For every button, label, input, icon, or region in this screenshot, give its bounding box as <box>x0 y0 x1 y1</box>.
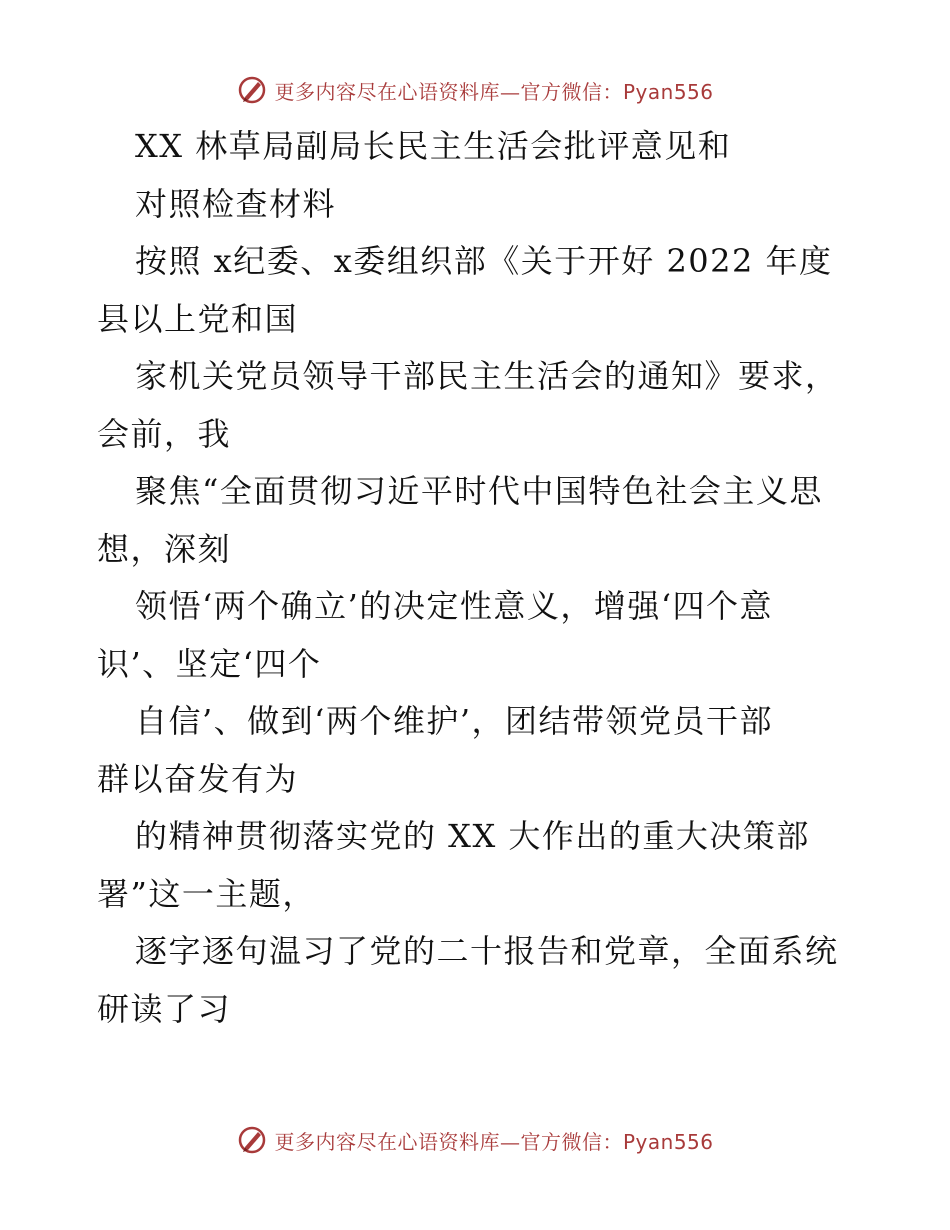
paragraph-line: 聚焦“全面贯彻习近平时代中国特色社会主义思 <box>135 472 823 510</box>
title-line-2: 对照检查材料 <box>135 184 337 223</box>
paragraph-line: 逐字逐句温习了党的二十报告和党章，全面系统 <box>135 932 839 970</box>
watermark-text: 更多内容尽在心语资料库—官方微信：Pyan556 <box>274 79 714 104</box>
header-watermark <box>0 70 950 110</box>
paragraph-line: 家机关党员领导干部民主生活会的通知》要求， <box>135 357 839 395</box>
paragraph-line: 群以奋发有为 <box>97 759 299 798</box>
paragraph-line: 县以上党和国 <box>97 299 299 338</box>
title-line-1: XX 林草局副局长民主生活会批评意见和 <box>135 127 732 165</box>
document-body <box>97 118 857 1038</box>
pen-in-circle-logo-icon <box>236 1124 268 1156</box>
watermark-text: 更多内容尽在心语资料库—官方微信：Pyan556 <box>274 1129 714 1154</box>
paragraph-line: 自信’、做到‘两个维护’，团结带领党员干部 <box>135 702 774 740</box>
paragraph-line: 的精神贯彻落实党的 XX 大作出的重大决策部 <box>135 817 810 855</box>
paragraph-line: 署”这一主题， <box>97 874 316 913</box>
footer-watermark <box>0 1120 950 1160</box>
pen-in-circle-logo-icon <box>236 74 268 106</box>
paragraph-line: 会前，我 <box>97 414 232 453</box>
paragraph-line: 想，深刻 <box>97 529 232 568</box>
paragraph-line: 研读了习 <box>97 989 232 1028</box>
paragraph-line: 按照 x纪委、x委组织部《关于开好 2022 年度 <box>135 242 833 280</box>
paragraph-line: 领悟‘两个确立’的决定性意义，增强‘四个意 <box>135 587 774 625</box>
paragraph-line: 识’、坚定‘四个 <box>97 644 322 683</box>
